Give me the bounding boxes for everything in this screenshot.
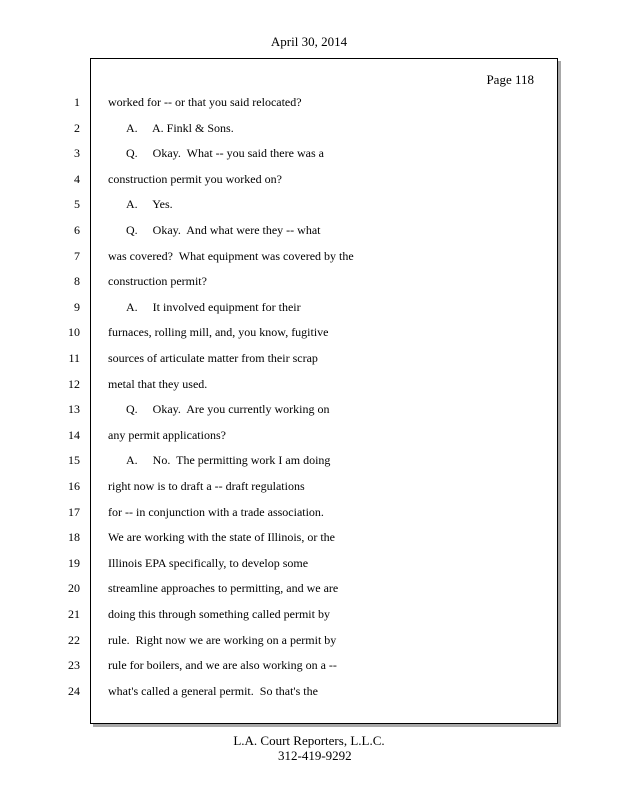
- line-number: 11: [68, 351, 80, 365]
- line-text: construction permit?: [108, 274, 207, 289]
- line-text: rule for boilers, and we are also working on a --: [108, 658, 337, 673]
- line-text: A. A. Finkl & Sons.: [126, 120, 234, 135]
- page-number: Page 118: [486, 72, 534, 87]
- line-number: 5: [74, 197, 80, 212]
- line-number: 8: [74, 274, 80, 289]
- line-number: 20: [68, 581, 80, 596]
- line-text: for -- in conjunction with a trade association.: [108, 504, 324, 519]
- transcript-line: [0, 474, 618, 500]
- transcript-line: [0, 602, 618, 628]
- line-text: any permit applications?: [108, 427, 226, 442]
- line-text: A. Yes.: [126, 197, 173, 212]
- transcript-line: [0, 525, 618, 551]
- transcript-line: [0, 295, 618, 321]
- transcript-line: [0, 448, 618, 474]
- line-number: 19: [68, 555, 80, 570]
- transcript-line: [0, 653, 618, 679]
- line-number: 7: [74, 248, 80, 263]
- line-text: Q. Okay. What -- you said there was a: [126, 146, 324, 161]
- transcript-line: [0, 167, 618, 193]
- line-number: 12: [68, 376, 80, 391]
- transcript-line: [0, 116, 618, 142]
- line-number: 13: [68, 402, 80, 417]
- line-text: A. No. The permitting work I am doing: [126, 453, 331, 468]
- line-number: 24: [68, 683, 80, 698]
- line-text: doing this through something called permit by: [108, 607, 330, 621]
- transcript-line: [0, 372, 618, 398]
- line-number: 22: [68, 632, 80, 647]
- line-text: A. It involved equipment for their: [126, 299, 301, 314]
- transcript-line: [0, 551, 618, 577]
- transcript-line: [0, 218, 618, 244]
- line-text: construction permit you worked on?: [108, 171, 282, 186]
- transcript-line: [0, 269, 618, 295]
- header-date: April 30, 2014: [270, 34, 348, 49]
- line-text: We are working with the state of Illinois, or the: [108, 530, 335, 545]
- line-number: 17: [68, 504, 80, 519]
- line-number: 16: [68, 479, 80, 493]
- line-text: worked for -- or that you said relocated?: [108, 95, 302, 109]
- transcript-line: [0, 192, 618, 218]
- line-number: 23: [68, 658, 80, 673]
- transcript-line: [0, 679, 618, 705]
- footer-company: L.A. Court Reporters, L.L.C.: [233, 733, 385, 748]
- transcript-line: [0, 500, 618, 526]
- line-number: 3: [74, 146, 80, 161]
- transcript-line: [0, 423, 618, 449]
- line-text: Q. Okay. Are you currently working on: [126, 402, 330, 417]
- transcript-line: [0, 141, 618, 167]
- line-number: 1: [74, 95, 80, 109]
- line-text: furnaces, rolling mill, and, you know, fugitive: [108, 325, 329, 340]
- transcript-line: [0, 90, 618, 116]
- transcript-line: [0, 576, 618, 602]
- line-number: 21: [68, 607, 80, 621]
- line-text: was covered? What equipment was covered by the: [108, 248, 354, 263]
- line-text: Illinois EPA specifically, to develop some: [108, 555, 309, 570]
- line-text: streamline approaches to permitting, and we are: [108, 581, 339, 596]
- transcript-line: [0, 244, 618, 270]
- line-text: Q. Okay. And what were they -- what: [126, 223, 321, 237]
- line-text: metal that they used.: [108, 376, 208, 391]
- footer-phone: 312-419-9292: [278, 748, 352, 763]
- transcript-line: [0, 397, 618, 423]
- line-number: 14: [68, 427, 80, 442]
- line-text: what's called a general permit. So that's the: [108, 683, 318, 698]
- transcript-line: [0, 628, 618, 654]
- line-number: 18: [68, 530, 80, 545]
- line-text: sources of articulate matter from their scrap: [108, 351, 318, 365]
- line-text: rule. Right now we are working on a permit by: [108, 632, 337, 647]
- line-number: 15: [68, 453, 80, 468]
- line-text: right now is to draft a -- draft regulations: [108, 479, 305, 493]
- transcript-line: [0, 320, 618, 346]
- line-number: 9: [74, 299, 80, 314]
- line-number: 6: [74, 223, 80, 237]
- transcript-line: [0, 346, 618, 372]
- line-number: 4: [74, 171, 80, 186]
- line-number: 2: [74, 120, 80, 135]
- line-number: 10: [68, 325, 80, 340]
